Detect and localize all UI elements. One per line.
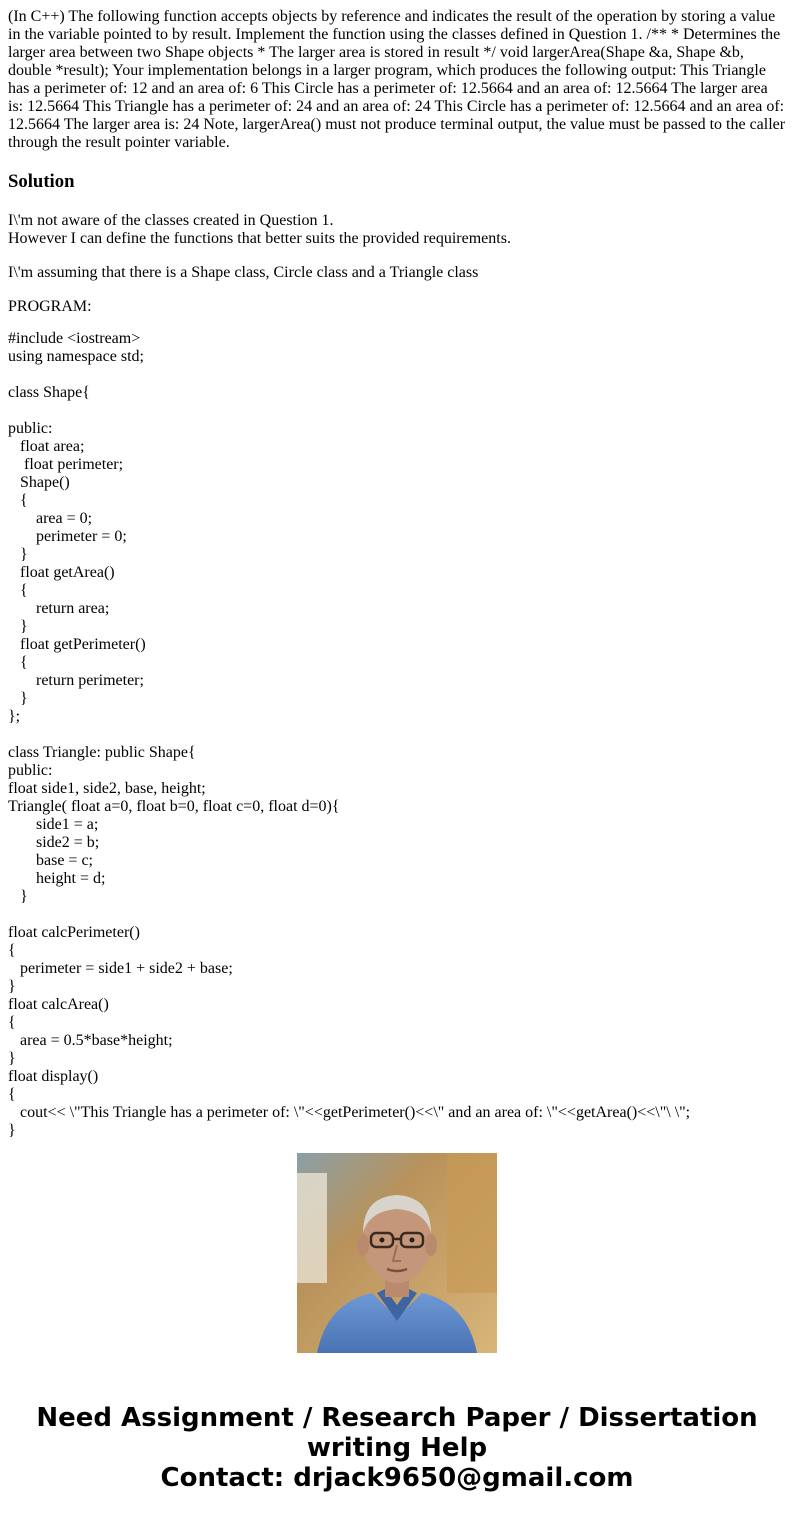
footer-ad — [0, 1403, 794, 1493]
solution-assumption: I\'m assuming that there is a Shape class, Circle class and a Triangle class — [8, 264, 479, 281]
footer-line-2: writing Help — [306, 1433, 488, 1463]
avatar — [297, 1153, 497, 1353]
solution-heading: Solution — [8, 171, 75, 192]
intro-line-1: I\'m not aware of the classes created in Question 1. — [8, 212, 334, 229]
solution-intro — [8, 212, 786, 248]
code-block — [8, 330, 786, 1139]
program-label: PROGRAM: — [8, 298, 92, 315]
footer-line-1: Need Assignment / Research Paper / Dissertation — [36, 1403, 758, 1433]
person-photo-icon — [297, 1153, 497, 1353]
question-text: (In C++) The following function accepts objects by reference and indicates the result of the operation by storing a value in the variable pointed to by result. Implement the function using the classes defined in Question 1. /** * Determines the larger area between two Shape objects * The larger area is stored in result */ void largerArea(Shape &a, Shape &b, double *result); Your implementation belongs in a larger program, which produces the following output: This Triangle has a perimeter of: 12 and an area of: 6 This Circle has a perimeter of: 12.5664 and an area of: 12.5664 The larger area is: 12.5664 This Triangle has a perimeter of: 24 and an area of: 24 This Circle has a perimeter of: 12.5664 and an area of: 12.5664 The larger area is: 24 Note, largerArea() must not produce terminal output, the value must be passed to the caller through the result pointer variable. — [8, 8, 786, 151]
footer-contact: Contact: drjack9650@gmail.com — [160, 1463, 634, 1493]
code-text: #include <iostream> using namespace std; class Shape{ public: float area; float perimeter; Shape() { area = 0; perimeter = 0; } float getArea() { return area; } float getPerimeter() { return perimeter; } }; class Triangle: public Shape{ public: float side1, side2, base, height; Triangle( float a=0, float b=0, float c=0, float d=0){ side1 = a; side2 = b; base = c; height = d; } float calcPerimeter() { perimeter = side1 + side2 + base; } float calcArea() { area = 0.5*base*height; } float display() { cout<< \"This Triangle has a perimeter of: \"<<getPerimeter()<<\" and an area of: \"<<getArea()<<\"\ \"; } — [8, 330, 691, 1139]
intro-line-2: However I can define the functions that better suits the provided requirements. — [8, 230, 511, 247]
document-body — [8, 8, 786, 316]
